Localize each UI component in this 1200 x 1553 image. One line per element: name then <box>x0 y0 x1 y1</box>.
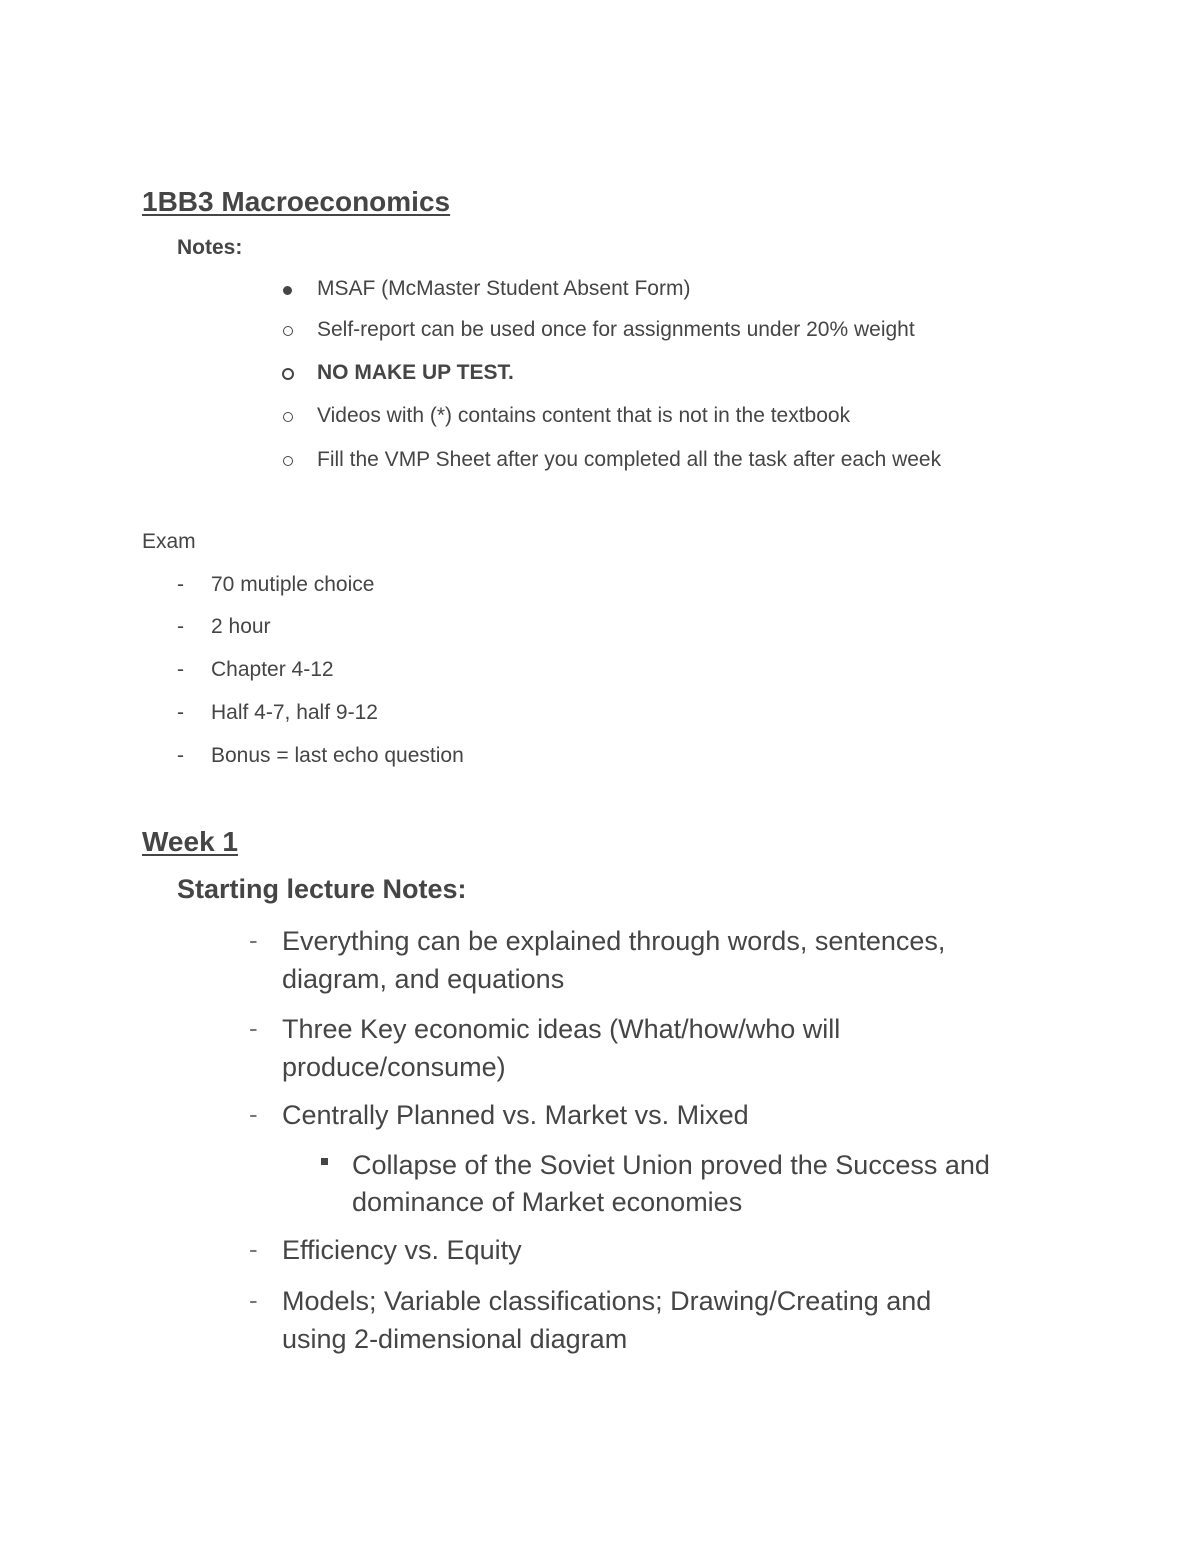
exam-item: Chapter 4-12 <box>211 658 334 681</box>
disc-bullet-icon <box>283 286 292 295</box>
lecture-subnote-line: Collapse of the Soviet Union proved the Success and <box>352 1150 990 1180</box>
circle-bullet-icon <box>283 412 293 422</box>
exam-heading: Exam <box>142 530 196 553</box>
dash-bullet: - <box>249 1234 258 1264</box>
notes-label: Notes: <box>177 236 243 259</box>
notes-item: Self-report can be used once for assignments under 20% weight <box>317 318 915 341</box>
lecture-note-line: diagram, and equations <box>282 964 565 994</box>
dash-bullet: - <box>249 925 258 955</box>
lecture-note-line: Efficiency vs. Equity <box>282 1235 522 1265</box>
circle-bullet-icon <box>283 326 293 336</box>
square-bullet-icon <box>321 1158 328 1165</box>
dash-bullet: - <box>249 1013 258 1043</box>
dash-bullet: - <box>249 1099 258 1129</box>
notes-item-emphasis: NO MAKE UP TEST. <box>317 361 514 384</box>
lecture-note-line: Models; Variable classifications; Drawing/Creating and <box>282 1286 932 1316</box>
exam-item: Bonus = last echo question <box>211 744 464 767</box>
dash-bullet: - <box>177 658 184 681</box>
lecture-note-line: Centrally Planned vs. Market vs. Mixed <box>282 1100 749 1130</box>
circle-bullet-icon <box>282 368 294 380</box>
lecture-note-line: Three Key economic ideas (What/how/who will <box>282 1014 841 1044</box>
lecture-subnote-line: dominance of Market economies <box>352 1187 743 1217</box>
section-subheading: Starting lecture Notes: <box>177 874 467 904</box>
notes-item: Videos with (*) contains content that is not in the textbook <box>317 404 851 427</box>
notes-item: Fill the VMP Sheet after you completed all the task after each week <box>317 448 942 471</box>
document-title: 1BB3 Macroeconomics <box>142 186 451 217</box>
dash-bullet: - <box>177 744 184 767</box>
exam-item: Half 4-7, half 9-12 <box>211 701 378 724</box>
lecture-note-line: using 2-dimensional diagram <box>282 1324 628 1354</box>
lecture-note-line: Everything can be explained through words, sentences, <box>282 926 946 956</box>
dash-bullet: - <box>177 573 184 596</box>
circle-bullet-icon <box>283 456 293 466</box>
lecture-note-line: produce/consume) <box>282 1052 506 1082</box>
dash-bullet: - <box>177 615 184 638</box>
notes-item: MSAF (McMaster Student Absent Form) <box>317 277 691 300</box>
exam-item: 70 mutiple choice <box>211 573 375 596</box>
dash-bullet: - <box>177 701 184 724</box>
dash-bullet: - <box>249 1285 258 1315</box>
week-title: Week 1 <box>142 826 238 857</box>
exam-item: 2 hour <box>211 615 271 638</box>
